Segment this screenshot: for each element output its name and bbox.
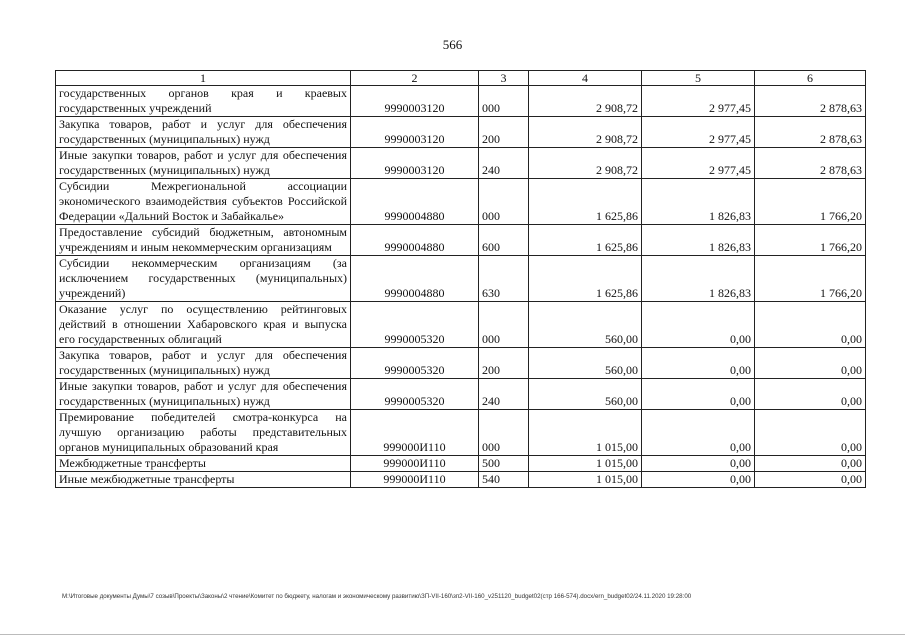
row-value-2023: 1 766,20 (755, 225, 866, 256)
row-target-code: 9990005320 (351, 302, 479, 348)
row-expense-type: 000 (479, 179, 529, 225)
row-value-2021: 2 908,72 (529, 148, 642, 179)
row-name: Субсидии Межрегиональной ассоциации экономического взаимодействия субъектов Российской Федерации «Дальний Восток и Забайкалье» (56, 179, 351, 225)
header-col-5: 5 (642, 71, 755, 86)
row-value-2023: 0,00 (755, 348, 866, 379)
row-name: Иные закупки товаров, работ и услуг для обеспечения государственных (муниципальных) нужд (56, 379, 351, 410)
row-value-2022: 1 826,83 (642, 225, 755, 256)
row-value-2023: 2 878,63 (755, 86, 866, 117)
row-target-code: 9990005320 (351, 348, 479, 379)
bottom-divider (0, 634, 905, 635)
row-value-2022: 0,00 (642, 410, 755, 456)
table-row (56, 117, 866, 148)
row-value-2021: 560,00 (529, 379, 642, 410)
table-row (56, 348, 866, 379)
header-col-2: 2 (351, 71, 479, 86)
budget-table (55, 70, 866, 488)
row-target-code: 9990004880 (351, 256, 479, 302)
row-value-2022: 0,00 (642, 348, 755, 379)
row-expense-type: 500 (479, 456, 529, 472)
header-col-6: 6 (755, 71, 866, 86)
row-expense-type: 000 (479, 410, 529, 456)
row-expense-type: 200 (479, 348, 529, 379)
row-value-2021: 560,00 (529, 348, 642, 379)
row-value-2023: 0,00 (755, 472, 866, 488)
row-value-2021: 1 015,00 (529, 410, 642, 456)
row-name: Предоставление субсидий бюджетным, автономным учреждениям и иным некоммерческим организациям (56, 225, 351, 256)
row-value-2021: 2 908,72 (529, 86, 642, 117)
row-value-2023: 2 878,63 (755, 148, 866, 179)
table-row (56, 410, 866, 456)
row-expense-type: 200 (479, 117, 529, 148)
row-target-code: 9990003120 (351, 148, 479, 179)
row-name: Премирование победителей смотра-конкурса на лучшую организацию работы представительных органов муниципальных образований края (56, 410, 351, 456)
table-header-row (56, 71, 866, 86)
header-col-4: 4 (529, 71, 642, 86)
row-name: Субсидии некоммерческим организациям (за исключением государственных (муниципальных) учреждений) (56, 256, 351, 302)
row-expense-type: 630 (479, 256, 529, 302)
row-target-code: 999000И110 (351, 410, 479, 456)
row-value-2022: 0,00 (642, 302, 755, 348)
row-target-code: 9990004880 (351, 179, 479, 225)
row-value-2021: 2 908,72 (529, 117, 642, 148)
row-name: государственных органов края и краевых государственных учреждений (56, 86, 351, 117)
row-target-code: 9990004880 (351, 225, 479, 256)
row-expense-type: 540 (479, 472, 529, 488)
row-value-2023: 0,00 (755, 302, 866, 348)
row-value-2023: 1 766,20 (755, 256, 866, 302)
table-row (56, 86, 866, 117)
row-value-2022: 2 977,45 (642, 86, 755, 117)
row-value-2021: 1 625,86 (529, 179, 642, 225)
table-row (56, 379, 866, 410)
row-value-2022: 0,00 (642, 379, 755, 410)
row-expense-type: 240 (479, 148, 529, 179)
table-row (56, 456, 866, 472)
row-name: Иные закупки товаров, работ и услуг для обеспечения государственных (муниципальных) нужд (56, 148, 351, 179)
row-target-code: 9990003120 (351, 86, 479, 117)
table-row (56, 302, 866, 348)
row-name: Оказание услуг по осуществлению рейтинговых действий в отношении Хабаровского края и выпуска его государственных облигаций (56, 302, 351, 348)
row-value-2023: 0,00 (755, 456, 866, 472)
row-expense-type: 000 (479, 86, 529, 117)
footer-file-path: М:\Итоговые документы Думы\7 созыв\Проекты\Законы\2 чтение\Комитет по бюджету, налогам и экономическому развитию\ЗП-VII-160\зп2-VII-160_v251120_budget02(стр 166-574).docx/ern_budget02/24.11.2020 19:28:00 (62, 593, 692, 600)
row-name: Закупка товаров, работ и услуг для обеспечения государственных (муниципальных) нужд (56, 348, 351, 379)
row-value-2022: 2 977,45 (642, 148, 755, 179)
row-target-code: 9990005320 (351, 379, 479, 410)
header-col-1: 1 (56, 71, 351, 86)
table-row (56, 225, 866, 256)
row-name: Межбюджетные трансферты (56, 456, 351, 472)
row-target-code: 9990003120 (351, 117, 479, 148)
row-name: Иные межбюджетные трансферты (56, 472, 351, 488)
row-value-2021: 1 015,00 (529, 472, 642, 488)
page-number: 566 (442, 37, 463, 52)
table-row (56, 472, 866, 488)
header-col-3: 3 (479, 71, 529, 86)
table-row (56, 148, 866, 179)
row-value-2022: 2 977,45 (642, 117, 755, 148)
table-row (56, 179, 866, 225)
row-name: Закупка товаров, работ и услуг для обеспечения государственных (муниципальных) нужд (56, 117, 351, 148)
row-value-2022: 0,00 (642, 456, 755, 472)
row-target-code: 999000И110 (351, 456, 479, 472)
row-value-2022: 0,00 (642, 472, 755, 488)
row-value-2021: 1 015,00 (529, 456, 642, 472)
row-value-2022: 1 826,83 (642, 256, 755, 302)
row-value-2023: 1 766,20 (755, 179, 866, 225)
row-expense-type: 000 (479, 302, 529, 348)
row-value-2021: 1 625,86 (529, 256, 642, 302)
row-target-code: 999000И110 (351, 472, 479, 488)
table-row (56, 256, 866, 302)
row-value-2023: 0,00 (755, 379, 866, 410)
row-value-2021: 560,00 (529, 302, 642, 348)
row-value-2022: 1 826,83 (642, 179, 755, 225)
row-value-2021: 1 625,86 (529, 225, 642, 256)
row-value-2023: 0,00 (755, 410, 866, 456)
row-expense-type: 240 (479, 379, 529, 410)
row-value-2023: 2 878,63 (755, 117, 866, 148)
row-expense-type: 600 (479, 225, 529, 256)
